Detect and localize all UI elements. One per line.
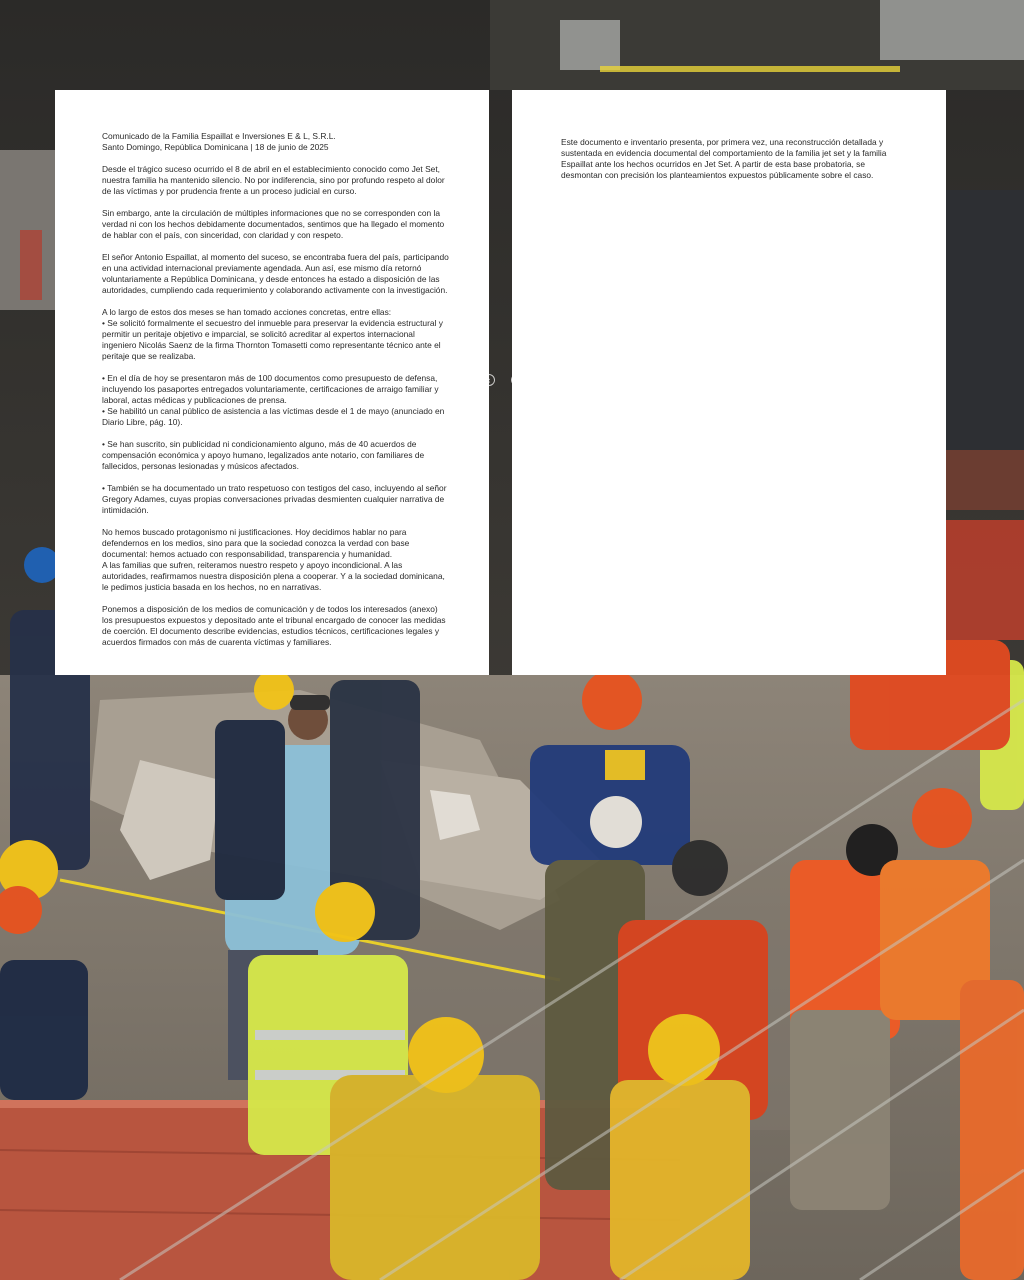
statement-page-2	[512, 90, 946, 675]
paragraph: • En el día de hoy se presentaron más de 100 documentos como presupuesto de defensa, incluyendo los pasaportes entregados voluntariamente, certificaciones de arraigo familiar y laboral, actas médicas y publicaciones de prensa. • Se habilitó un canal público de asistencia a las víctimas desde el 1 de mayo (anunciado en Diario Libre, pág. 10).	[102, 373, 445, 427]
statement-title: Comunicado de la Familia Espaillat e Inversiones E & L, S.R.L.	[102, 131, 336, 141]
statement-page-1	[55, 90, 489, 675]
carousel-controls	[483, 372, 527, 390]
carousel-next-icon[interactable]: ‹	[511, 374, 523, 386]
paragraph: • También se ha documentado un trato respetuoso con testigos del caso, incluyendo al señor Gregory Adames, cuyas propias conversaciones privadas desmienten cualquier narrativa de intimidación.	[102, 483, 447, 515]
statement-body	[102, 164, 449, 648]
paragraph: No hemos buscado protagonismo ni justificaciones. Hoy decidimos hablar no para defendernos en los medios, sino para que la sociedad conozca la verdad con base documental: hemos actuado con responsabilidad, transparencia y humanidad. A las familias que sufren, reiteramos nuestro respeto y apoyo incondicional. A las autoridades, reafirmamos nuestra disposición plena a cooperar. Y a la sociedad dominicana, le pedimos justicia basada en los hechos, no en narrativas.	[102, 527, 445, 592]
statement-dateline: Santo Domingo, República Dominicana | 18 de junio de 2025	[102, 142, 329, 152]
paragraph: El señor Antonio Espaillat, al momento del suceso, se encontraba fuera del país, participando en una actividad internacional previamente agendada. Aun así, ese mismo día retornó voluntariamente a República Dominicana, y desde entonces ha estado a disposición de las autoridades, cumpliendo cada requerimiento y colaborando activamente con la investigación.	[102, 252, 449, 295]
carousel-prev-icon[interactable]: ‹	[483, 374, 495, 386]
paragraph: Ponemos a disposición de los medios de comunicación y de todos los interesados (anexo) los presupuestos expuestos y depositado ante el tribunal encargado de conocer las medidas de coerción. El documento describe evidencias, estudios técnicos, certificaciones legales y acuerdos firmados con más de cuarenta víctimas y familiares.	[102, 604, 446, 647]
paragraph: Sin embargo, ante la circulación de múltiples informaciones que no se corresponden con la verdad ni con los hechos debidamente documentados, sentimos que ha llegado el momento de hablar con el país, con sinceridad, con claridad y con respeto.	[102, 208, 445, 240]
paragraph: A lo largo de estos dos meses se han tomado acciones concretas, entre ellas: • Se solicitó formalmente el secuestro del inmueble para preservar la evidencia estructural y permitir un peritaje objetivo e imparcial, se solicitó acreditar al expertos internacional ingeniero Nicolás Saenz de la firma Thornton Tomasetti como representante técnico ante el peritaje que se realizaba.	[102, 307, 443, 361]
statement-heading	[102, 131, 449, 153]
paragraph: Este documento e inventario presenta, por primera vez, una reconstrucción detallada y sustentada en evidencia documental del comportamiento de la familia jet set y la familia Espaillat ante los hechos ocurridos en Jet Set. A partir de esta base probatoria, se desmontan con precisión los planteamientos expuestos públicamente sobre el caso.	[561, 137, 887, 180]
paragraph: Desde el trágico suceso ocurrido el 8 de abril en el establecimiento conocido como Jet Set, nuestra familia ha mantenido silencio. No por indiferencia, sino por profundo respeto al dolor de las víctimas y por prudencia frente a un proceso judicial en curso.	[102, 164, 445, 196]
paragraph: • Se han suscrito, sin publicidad ni condicionamiento alguno, más de 40 acuerdos de compensación económica y apoyo humano, legalizados ante notario, con familiares de fallecidos, personas lesionadas y músicos afectados.	[102, 439, 425, 471]
